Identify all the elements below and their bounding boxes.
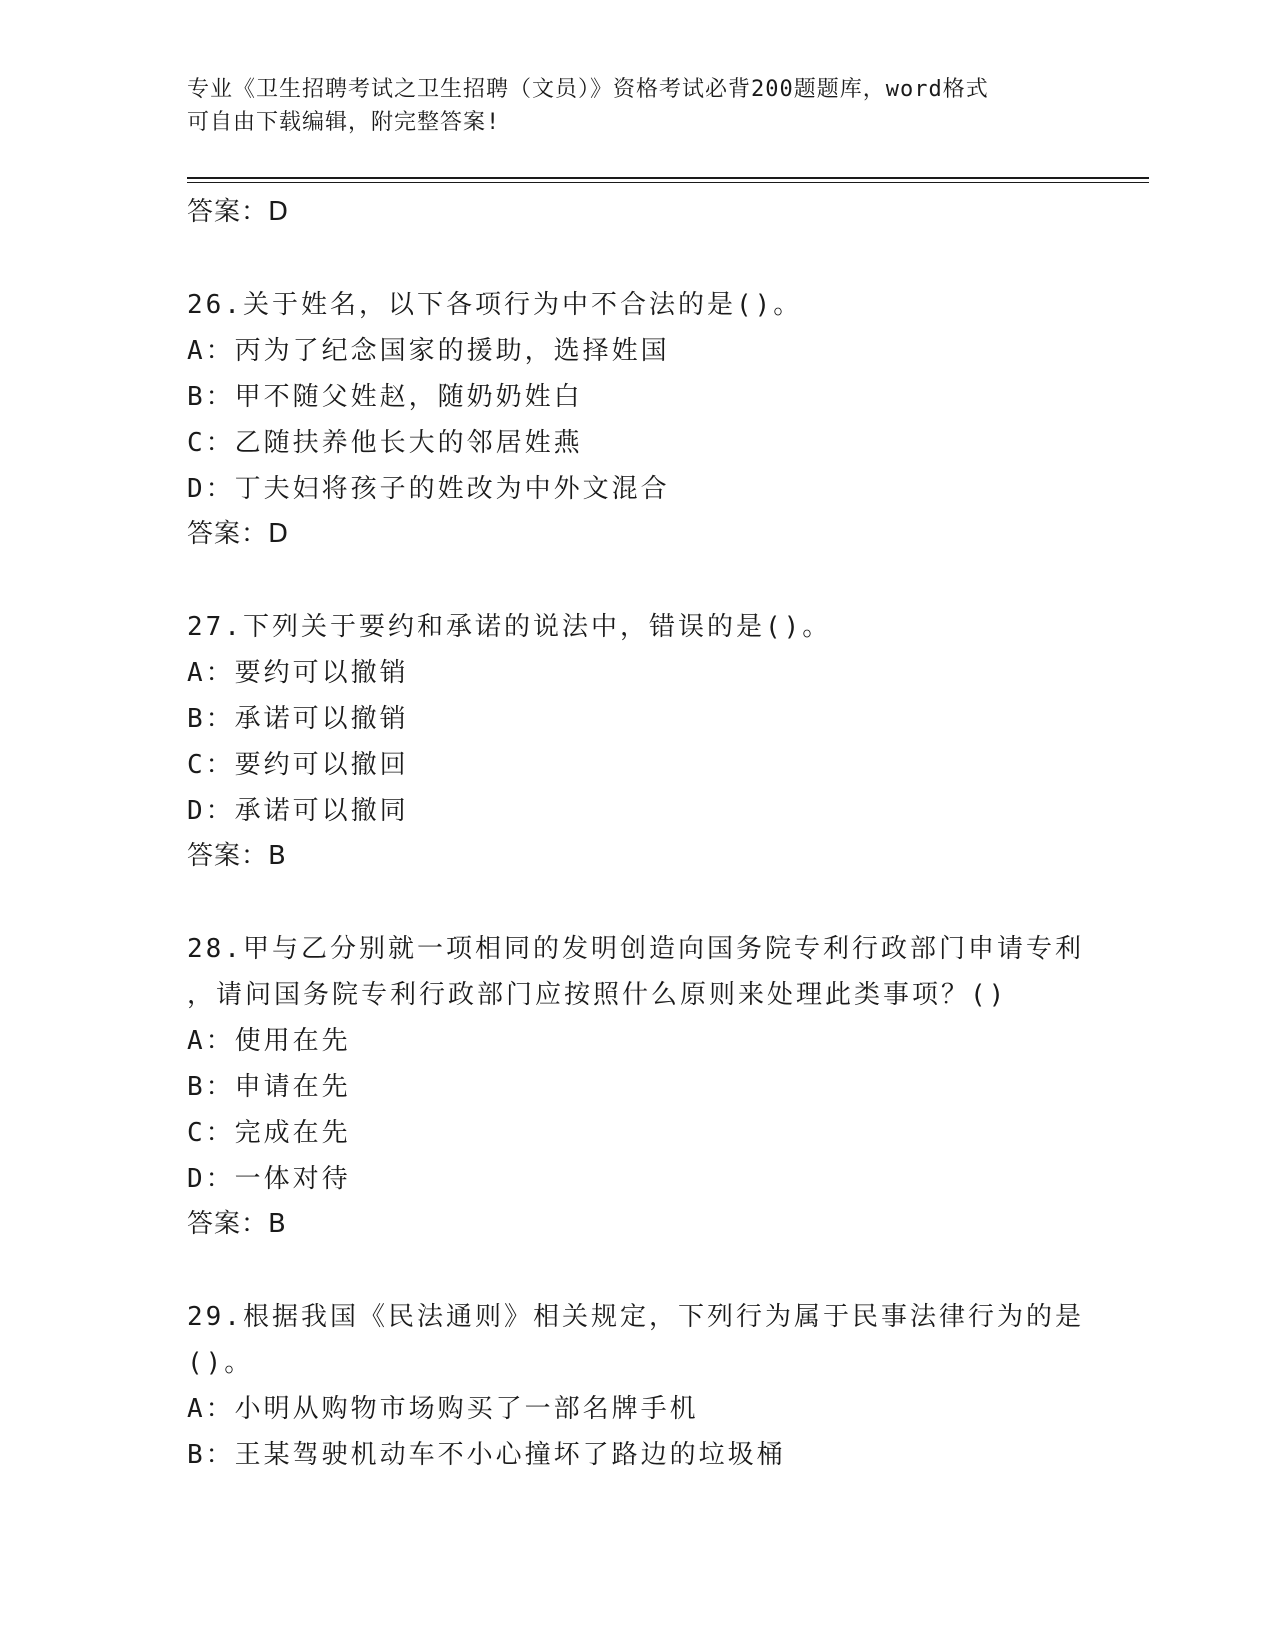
option-b: B：承诺可以撤销 bbox=[187, 704, 409, 734]
answer: 答案：D bbox=[187, 519, 290, 549]
question-stem: 27.下列关于要约和承诺的说法中，错误的是()。 bbox=[187, 612, 832, 642]
option-a: A：要约可以撤销 bbox=[187, 658, 409, 688]
option-b: B：王某驾驶机动车不小心撞坏了路边的垃圾桶 bbox=[187, 1440, 786, 1470]
option-b: B：申请在先 bbox=[187, 1072, 351, 1102]
header-line-1: 专业《卫生招聘考试之卫生招聘（文员）》资格考试必背200题题库，word格式 bbox=[187, 77, 989, 102]
question-stem: 28.甲与乙分别就一项相同的发明创造向国务院专利行政部门申请专利 bbox=[187, 934, 1084, 964]
question-stem: 29.根据我国《民法通则》相关规定，下列行为属于民事法律行为的是 bbox=[187, 1302, 1084, 1332]
option-d: D：承诺可以撤同 bbox=[187, 796, 409, 826]
question-block-27 bbox=[187, 604, 1087, 879]
document-header bbox=[187, 73, 1087, 139]
option-a: A：丙为了纪念国家的援助，选择姓国 bbox=[187, 336, 670, 366]
answer-previous: 答案：D bbox=[187, 197, 290, 227]
option-c: C：完成在先 bbox=[187, 1118, 351, 1148]
question-block-26 bbox=[187, 282, 1087, 557]
option-c: C：要约可以撤回 bbox=[187, 750, 409, 780]
question-block-28 bbox=[187, 926, 1087, 1247]
header-divider-thick bbox=[187, 177, 1149, 179]
question-stem: 26.关于姓名，以下各项行为中不合法的是()。 bbox=[187, 290, 803, 320]
header-line-2: 可自由下载编辑，附完整答案! bbox=[187, 110, 501, 135]
option-d: D：一体对待 bbox=[187, 1164, 351, 1194]
answer: 答案：B bbox=[187, 1209, 287, 1239]
answer: 答案：B bbox=[187, 841, 287, 871]
option-a: A：使用在先 bbox=[187, 1026, 351, 1056]
question-stem-continued: ，请问国务院专利行政部门应按照什么原则来处理此类事项？() bbox=[187, 980, 1008, 1010]
question-stem-continued: ()。 bbox=[187, 1348, 254, 1378]
option-b: B：甲不随父姓赵，随奶奶姓白 bbox=[187, 382, 583, 412]
question-list bbox=[187, 190, 1087, 1478]
header-divider-thin bbox=[187, 182, 1149, 183]
question-block-29 bbox=[187, 1294, 1087, 1478]
option-d: D：丁夫妇将孩子的姓改为中外文混合 bbox=[187, 474, 670, 504]
option-a: A：小明从购物市场购买了一部名牌手机 bbox=[187, 1394, 699, 1424]
option-c: C：乙随扶养他长大的邻居姓燕 bbox=[187, 428, 583, 458]
